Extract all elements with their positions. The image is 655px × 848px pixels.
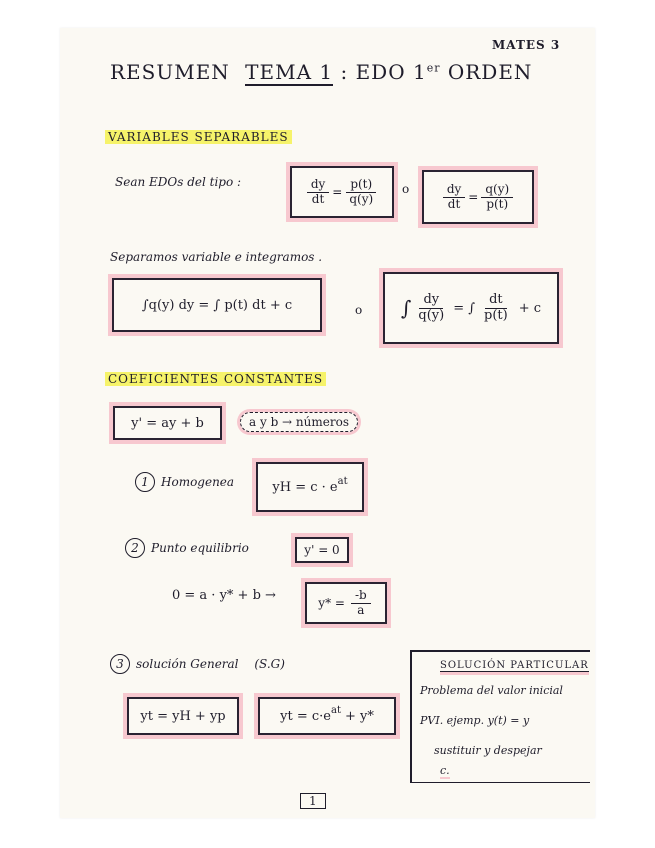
note-line-3: sustituir y despejar	[434, 744, 542, 757]
note-line-4: c.	[440, 764, 450, 777]
solution-box-b: yt = c·e $^{at}$ + y*	[258, 697, 396, 735]
item-homogenea: 1 Homogenea	[135, 472, 234, 492]
or-text-2: o	[355, 303, 363, 317]
solution-box-a	[127, 697, 239, 735]
main-equation: y' = ay + b	[131, 415, 204, 431]
item-general-solution: 3 solución General (S.G)	[110, 654, 285, 674]
item-number-2: 2	[125, 538, 145, 558]
equation-box-1: $\frac{dy}{dt}$ = $\frac{p(t)}{q(y)}$	[290, 166, 394, 218]
title-prefix: RESUMEN	[110, 60, 230, 84]
equation-box-2: $\frac{dy}{dt}$ = $\frac{q(y)}{p(t)}$	[422, 170, 534, 224]
intro-text: Sean EDOs del tipo :	[115, 175, 242, 189]
heading-highlight: COEFICIENTES CONSTANTES	[105, 372, 326, 386]
subject-label: MATES 3	[492, 38, 561, 52]
homogenea-box: yH = c · e $^{at}$	[256, 462, 364, 512]
separate-step-text: Separamos variable e integramos .	[110, 250, 323, 264]
equilibrium-eq: y' = 0	[304, 543, 340, 557]
item-number-3: 3	[110, 654, 130, 674]
page-title	[110, 60, 532, 84]
integral-box-1	[112, 278, 322, 332]
title-rest: : EDO 1	[340, 60, 427, 84]
equilibrium-box	[295, 537, 349, 563]
equilibrium-derivation: 0 = a · y* + b →	[172, 588, 276, 603]
item-equilibrium: 2 Punto equilibrio	[125, 538, 249, 558]
note-line-2: PVI. ejemp. y(t) = y	[420, 714, 530, 727]
note-title: SOLUCIÓN PARTICULAR	[440, 660, 589, 671]
section-heading-separable	[105, 130, 292, 144]
section-heading-constant	[105, 372, 326, 386]
solution-eq-a: yt = yH + yp	[140, 708, 226, 724]
or-text-1: o	[402, 182, 410, 196]
item-number-1: 1	[135, 472, 155, 492]
page-number: 1	[300, 793, 326, 809]
note-line-1: Problema del valor inicial	[420, 684, 563, 697]
particular-solution-note	[410, 650, 590, 783]
integral-box-2: ∫ $\frac{dy}{q(y)}$ = ∫ $\frac{dt}{p(t)}$ + c	[383, 272, 559, 344]
integral-eq-1: ∫q(y) dy = ∫ p(t) dt + c	[141, 297, 293, 313]
equilibrium-result-box: y* = $\frac{-b}{a}$	[305, 582, 387, 624]
title-sup: er	[426, 61, 441, 75]
title-main: TEMA 1	[245, 60, 334, 84]
heading-highlight: VARIABLES SEPARABLES	[105, 130, 292, 144]
title-end: ORDEN	[447, 60, 533, 84]
main-equation-box	[113, 406, 222, 440]
numbers-note: a y b → números	[240, 412, 358, 432]
